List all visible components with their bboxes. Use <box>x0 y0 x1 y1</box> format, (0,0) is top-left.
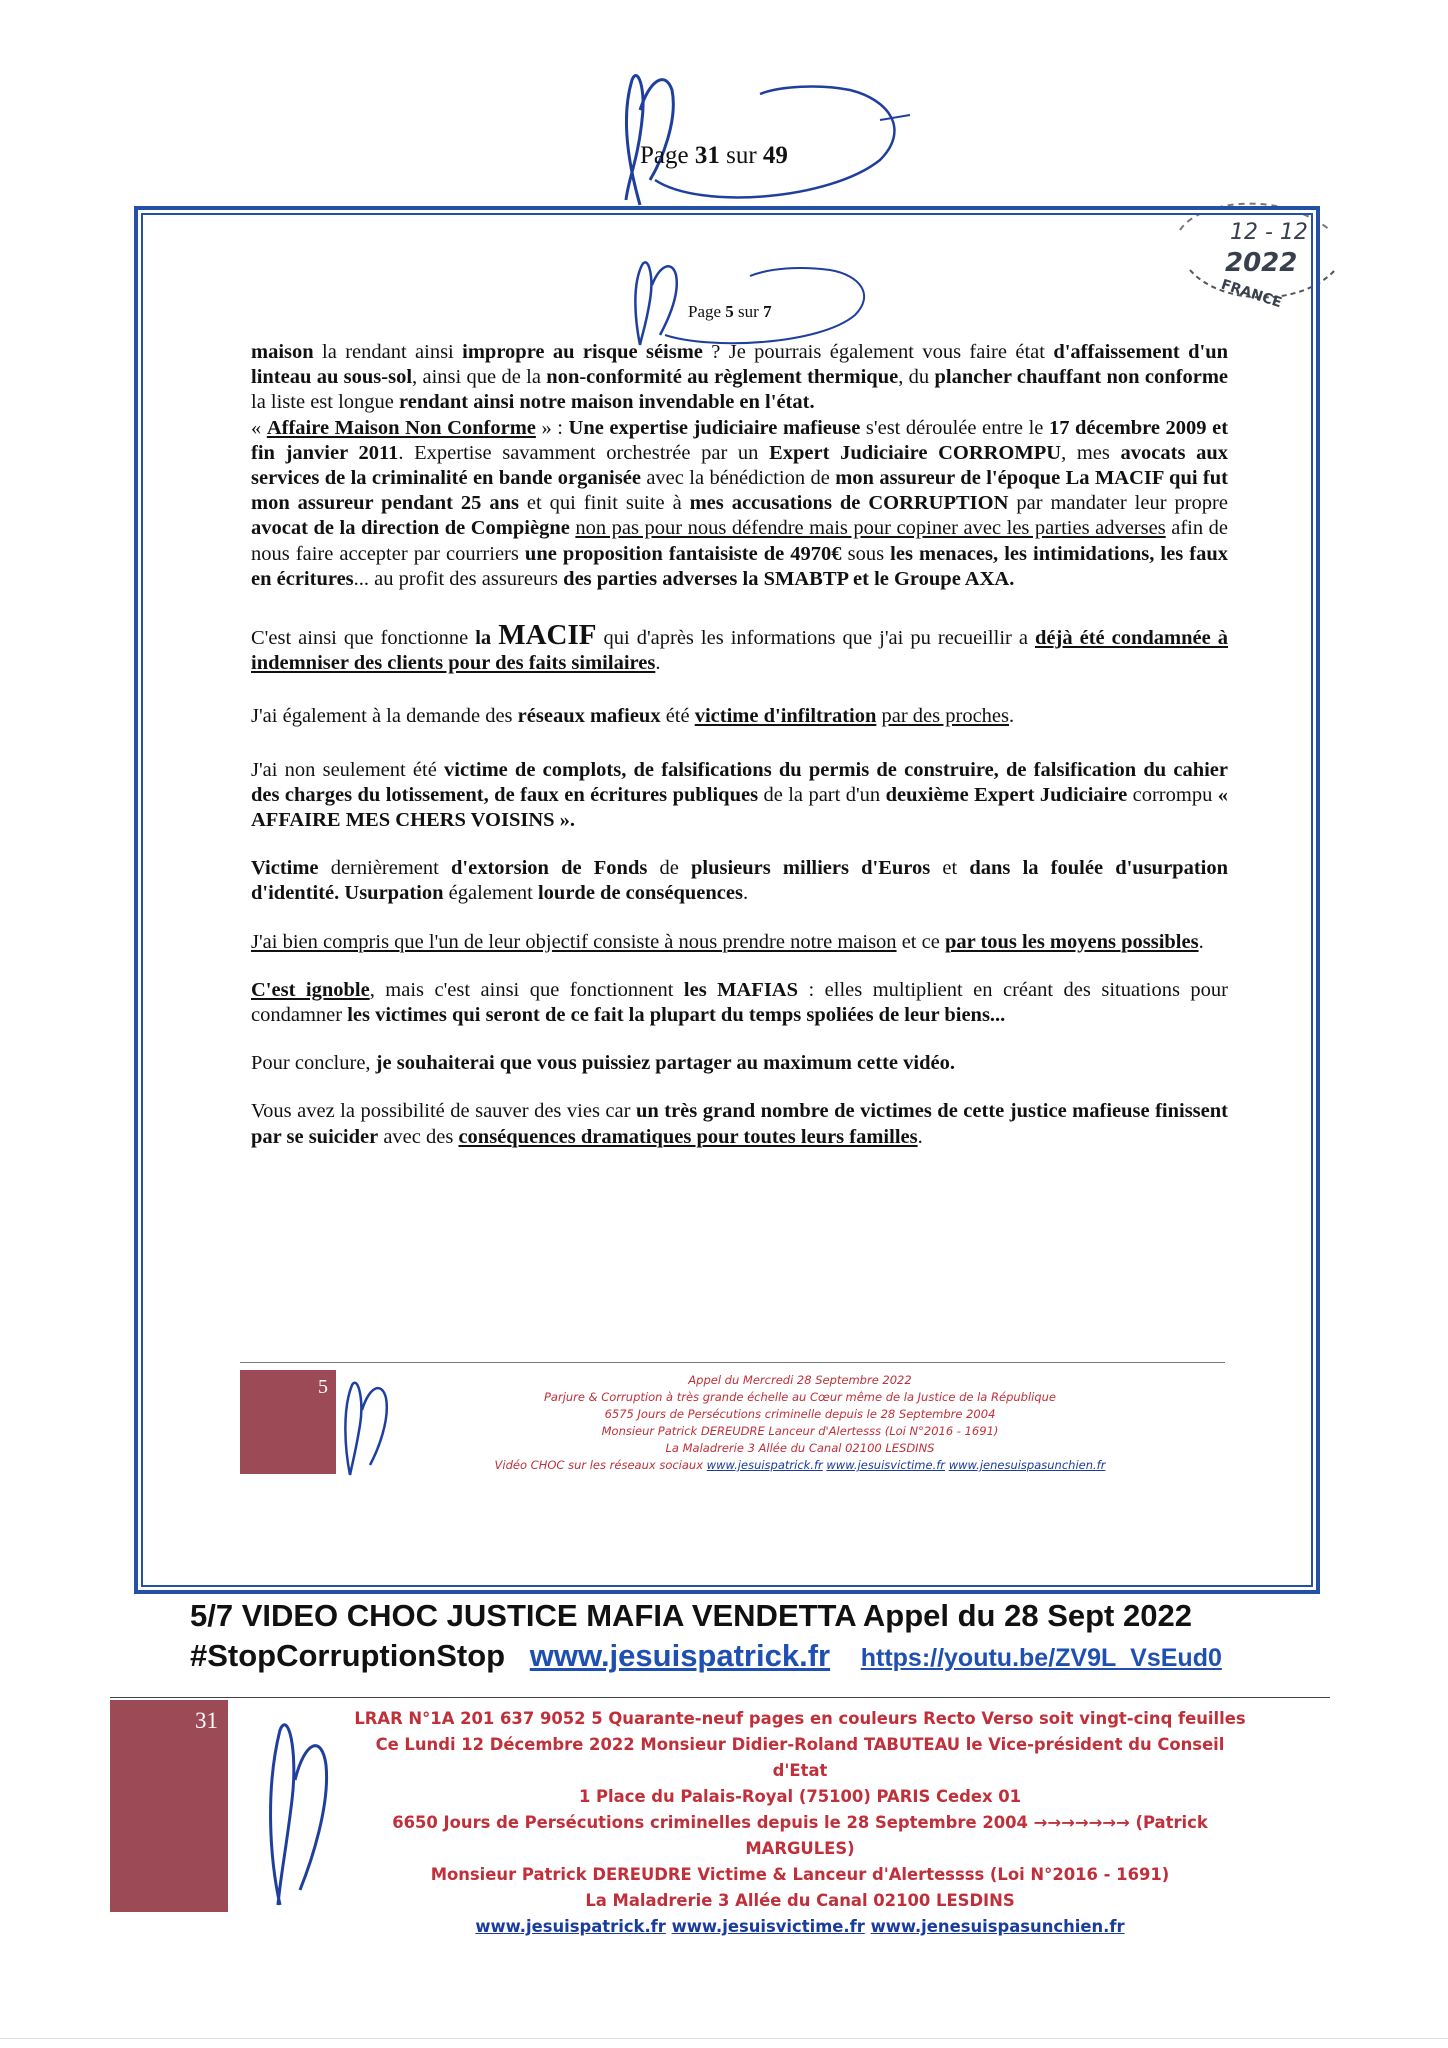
text-run: réseaux mafieux <box>517 705 661 728</box>
text-run: corrompu <box>1127 783 1218 806</box>
text-run: déjà été condamnée à indemniser des clients pour des faits similaires <box>251 627 1228 675</box>
text-run: J'ai bien compris que l'un de leur objectif consiste à nous prendre notre maison <box>251 930 897 953</box>
text-run: d'affaissement d'un linteau au sous-sol <box>251 341 1229 389</box>
text-run: Victime <box>251 857 319 880</box>
text-run: dans la foulée d'usurpation d'identité. Usurpation <box>251 857 1229 905</box>
text-run: les victimes qui seront de ce fait la plupart du temps spoliées de leur biens... <box>347 1004 1006 1027</box>
page-number-outer: Page 31 sur 49 <box>640 142 788 169</box>
text-run: par des proches <box>881 705 1010 728</box>
text-run: deuxième Expert Judiciaire <box>885 783 1128 806</box>
text-run: les MAFIAS <box>683 978 799 1001</box>
link-jenesuispasunchien[interactable]: www.jenesuispasunchien.fr <box>948 1458 1106 1472</box>
text-run: plancher chauffant non conforme <box>934 366 1229 389</box>
paragraph <box>251 758 1228 834</box>
inner-footer <box>240 1370 1225 1490</box>
text-run: ... au profit des assureurs <box>353 567 564 590</box>
postmark-stamp: 12 - 12 2022 FRANCE <box>1160 190 1350 310</box>
text-run: sous <box>841 542 891 565</box>
text-run: avec des <box>378 1125 459 1148</box>
divider <box>240 1362 1225 1363</box>
text-run: ? Je pourrais également vous faire état <box>702 341 1054 363</box>
divider <box>110 1697 1330 1698</box>
text-run: MACIF <box>498 619 597 652</box>
text-run: rendant ainsi notre maison invendable en l'état. <box>399 391 815 414</box>
text-run: et ce <box>896 930 945 953</box>
text-run: victime d'infiltration <box>694 705 877 728</box>
text-run: des parties adverses la SMABTP et le Groupe AXA. <box>563 567 1015 590</box>
caption-links <box>190 1638 1222 1674</box>
text-run: avocats aux services de la criminalité en bande organisée <box>251 441 1228 490</box>
text-run: la rendant ainsi <box>313 341 463 363</box>
text-run: . <box>1009 705 1015 728</box>
outer-footer-text: LRAR N°1A 201 637 9052 5 Quarante-neuf pages en couleurs Recto Verso soit vingt-cinq feuilles Ce Lundi 12 Décembre 2022 Monsieur Didier-Roland TABUTEAU le Vice-président du Conseil d'Etat 1 Place du Palais-Royal (75100) PARIS Cedex 01 6650 Jours de Persécutions criminelles depuis le 28 Septembre 2004 →→→→→→→ (Patrick MARGULES) Monsieur Patrick DEREUDRE Victime & Lanceur d'Alertessss (Loi N°2016 - 1691) La Maladrerie 3 Allée du Canal 02100 LESDINS www.jesuispatrick.fr www.jesuisvictime.fr www.jenesuispasunchien.fr <box>354 1709 1246 1936</box>
signature-inner <box>620 250 880 350</box>
text-run: afin de nous faire accepter par courriers <box>251 517 1228 565</box>
link-jesuispatrick[interactable]: www.jesuispatrick.fr <box>706 1458 823 1472</box>
bottom-rule <box>0 2038 1448 2039</box>
link-jesuisvictime[interactable]: www.jesuisvictime.fr <box>826 1458 946 1472</box>
paragraph <box>251 704 1228 729</box>
paragraph <box>251 619 1228 676</box>
paragraph <box>251 930 1228 955</box>
text-run: » : <box>535 416 569 439</box>
text-run: été <box>660 705 695 728</box>
link-jesuispatrick[interactable]: www.jesuispatrick.fr <box>475 1917 666 1936</box>
text-run: . <box>742 882 749 905</box>
text-run: un très grand nombre de victimes de cette justice mafieuse finissent par se suicider <box>251 1100 1228 1148</box>
text-run: conséquences dramatiques pour toutes leurs familles <box>458 1125 918 1148</box>
page-number-inner: Page 5 sur 7 <box>688 302 772 321</box>
outer-footer <box>110 1700 1330 1940</box>
text-run: de la part d'un <box>758 783 886 806</box>
inner-page-box: 5 <box>240 1370 336 1474</box>
text-run: plusieurs milliers d'Euros <box>691 857 931 880</box>
outer-page-box: 31 <box>110 1700 228 1912</box>
text-run: d'extorsion de Fonds <box>451 857 648 880</box>
paragraph <box>251 1051 1228 1076</box>
text-run: impropre au risque séisme <box>462 341 703 363</box>
text-run: , ainsi que de la <box>412 366 547 389</box>
text-run: la liste est longue <box>251 391 400 414</box>
text-run: Expert Judiciaire CORROMPU <box>769 441 1062 464</box>
paragraph <box>251 340 1228 416</box>
text-run: , mes <box>1061 441 1121 464</box>
text-run: 17 décembre 2009 et fin janvier 2011 <box>251 416 1229 464</box>
text-run: : elles multiplient en créant des situations pour condamner <box>251 978 1229 1027</box>
text-run: , mais c'est ainsi que fonctionnent <box>369 978 684 1001</box>
text-run: Pour conclure, <box>251 1052 376 1075</box>
paragraph <box>251 978 1228 1028</box>
text-run: C'est ignoble <box>251 978 370 1001</box>
text-run: également <box>443 882 538 905</box>
text-run: , du <box>898 366 935 389</box>
text-run: Affaire Maison Non Conforme <box>266 416 536 439</box>
text-run: par mandater leur propre <box>1008 492 1228 515</box>
paragraph <box>251 1099 1228 1149</box>
text-run: par tous les moyens possibles <box>944 930 1199 953</box>
link-youtube[interactable]: https://youtu.be/ZV9L_VsEud0 <box>860 1644 1222 1672</box>
text-run: . Expertise savamment orchestrée par un <box>398 441 770 464</box>
letter-body <box>251 340 1228 1150</box>
text-run: mes accusations de CORRUPTION <box>689 492 1009 515</box>
caption-title: 5/7 VIDEO CHOC JUSTICE MAFIA VENDETTA Appel du 28 Sept 2022 <box>190 1598 1192 1633</box>
text-run: victime de complots, de falsifications du permis de construire, de falsification du cahier des charges du lotissement, de faux en écritures publiques <box>251 758 1228 806</box>
text-run: . <box>1198 930 1204 953</box>
outer-footer-signature <box>250 1710 340 1910</box>
link-website[interactable]: www.jesuispatrick.fr <box>529 1638 831 1673</box>
text-run: et qui finit suite à <box>518 492 690 515</box>
text-run: non pas pour nous défendre mais pour copiner avec les parties adverses <box>575 517 1166 540</box>
text-run: les menaces, les intimidations, les faux en écritures <box>251 542 1228 590</box>
link-jenesuispasunchien[interactable]: www.jenesuispasunchien.fr <box>870 1917 1125 1936</box>
link-jesuisvictime[interactable]: www.jesuisvictime.fr <box>671 1917 865 1936</box>
text-run: mon assureur de l'époque La MACIF qui fut mon assureur pendant 25 ans <box>251 467 1228 515</box>
text-run: qui d'après les informations que j'ai pu recueillir a <box>596 627 1035 650</box>
text-run: C'est ainsi que fonctionne <box>251 627 476 650</box>
paragraph <box>251 856 1228 906</box>
text-run: dernièrement <box>318 857 452 880</box>
text-run: « AFFAIRE MES CHERS VOISINS ». <box>251 783 1228 832</box>
text-run: lourde de conséquences <box>537 882 743 905</box>
text-run: . <box>917 1125 923 1148</box>
text-run: la <box>475 627 499 650</box>
text-run: Une expertise judiciaire mafieuse <box>568 416 861 439</box>
signature-outer <box>580 60 920 210</box>
text-run: de <box>647 857 692 880</box>
text-run: avec la bénédiction de <box>640 467 836 490</box>
hashtag: #StopCorruptionStop <box>190 1638 506 1673</box>
text-run: Vous avez la possibilité de sauver des vies car <box>251 1100 636 1123</box>
paragraph <box>251 416 1228 592</box>
text-run: J'ai non seulement été <box>251 758 444 781</box>
text-run: J'ai également à la demande des <box>251 705 518 728</box>
text-run: et <box>930 857 970 880</box>
text-run: « <box>251 416 267 439</box>
text-run: avocat de la direction de Compiègne <box>251 517 570 540</box>
footer-text: Appel du Mercredi 28 Septembre 2022 Parjure & Corruption à très grande échelle au Cœur même de la Justice de la République 6575 Jours de Persécutions criminelle depuis le 28 Septembre 2004 Monsieur Patrick DEREUDRE Lanceur d'Alertesss (Loi N°2016 - 1691) La Maladrerie 3 Allée du Canal 02100 LESDINS Vidéo CHOC sur les réseaux sociaux www.jesuispatrick.fr www.jesuisvictime.fr www.jenesuispasunchien.fr <box>494 1373 1106 1472</box>
text-run: . <box>655 652 661 675</box>
text-run: une proposition fantaisiste de 4970€ <box>524 542 842 565</box>
text-run: maison <box>251 341 314 363</box>
text-run: non-conformité au règlement thermique <box>546 366 899 389</box>
text-run: s'est déroulée entre le <box>860 416 1049 439</box>
text-run: je souhaiterai que vous puissiez partager au maximum cette vidéo. <box>375 1052 955 1075</box>
